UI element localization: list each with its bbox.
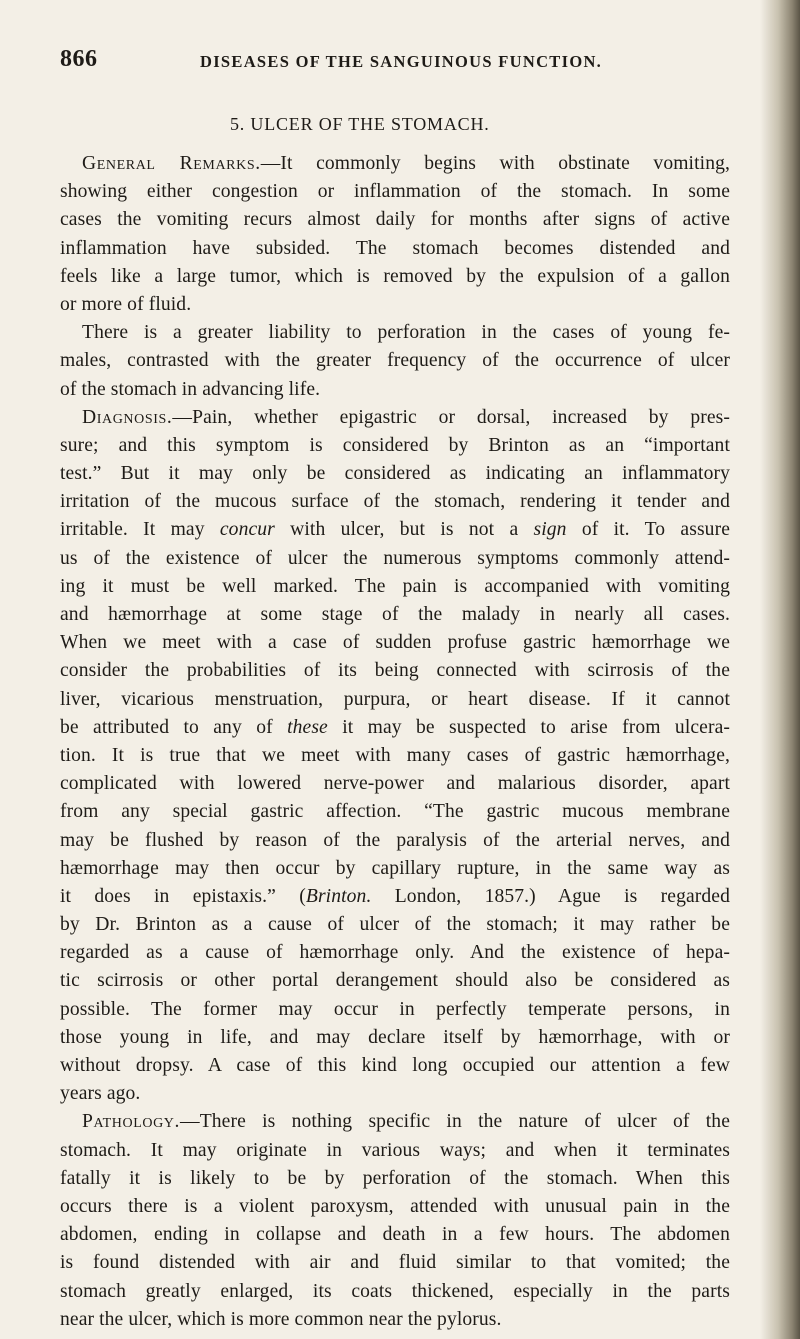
text-segment: those young in life, and may declare itself by hæmorrhage, with or <box>60 1026 730 1048</box>
text-segment: London, 1857.) Ague is regarded <box>371 885 730 907</box>
text-line <box>60 714 730 742</box>
text-line <box>60 347 730 375</box>
text-line <box>60 1306 730 1334</box>
running-head: DISEASES OF THE SANGUINOUS FUNCTION. <box>200 52 603 71</box>
text-segment: showing either congestion or inflammation of the stomach. In some <box>60 181 730 203</box>
text-line <box>60 150 730 178</box>
text-segment: regarded as a cause of hæmorrhage only. And the existence of hepa- <box>60 942 730 964</box>
text-line <box>60 770 730 798</box>
text-segment: When we meet with a case of sudden profuse gastric hæmorrhage we <box>60 632 730 654</box>
text-line <box>60 319 730 347</box>
text-line <box>60 1193 730 1221</box>
page-edge-shadow <box>760 0 800 1339</box>
text-segment: tion. It is true that we meet with many cases of gastric hæmorrhage, <box>60 744 730 766</box>
text-segment: by Dr. Brinton as a cause of ulcer of the stomach; it may rather be <box>60 914 730 936</box>
text-segment: us of the existence of ulcer the numerous symptoms commonly attend- <box>60 547 730 569</box>
text-segment: consider the probabilities of its being connected with scirrosis of the <box>60 660 730 682</box>
text-line <box>60 1165 730 1193</box>
text-line <box>60 488 730 516</box>
text-segment: it does in epistaxis.” ( <box>60 885 306 907</box>
text-line <box>60 573 730 601</box>
text-line <box>60 1080 730 1108</box>
paragraph-lead-heading: Diagnosis. <box>82 406 173 428</box>
text-segment: abdomen, ending in collapse and death in a few hours. The abdomen <box>60 1224 730 1246</box>
text-line <box>60 545 730 573</box>
text-segment: fatally it is likely to be by perforation of the stomach. When this <box>60 1167 730 1189</box>
text-segment: There is a greater liability to perforation in the cases of young fe- <box>82 322 730 344</box>
paragraph-lead-heading: Pathology. <box>82 1111 181 1133</box>
text-line <box>60 911 730 939</box>
text-line <box>60 996 730 1024</box>
text-segment: or more of fluid. <box>60 293 192 315</box>
text-segment: near the ulcer, which is more common near the pylorus. <box>60 1308 502 1330</box>
text-line <box>60 629 730 657</box>
text-segment: from any special gastric affection. “The gastric mucous membrane <box>60 801 730 823</box>
text-line <box>60 939 730 967</box>
italic-text: these <box>287 716 328 738</box>
text-line <box>60 206 730 234</box>
text-segment: sure; and this symptom is considered by Brinton as an “important <box>60 434 730 456</box>
text-line <box>60 967 730 995</box>
text-line <box>60 1221 730 1249</box>
text-line <box>60 1108 730 1136</box>
text-segment: —There is nothing specific in the nature of ulcer of the <box>180 1111 730 1133</box>
italic-text: sign <box>533 519 567 541</box>
text-line <box>60 376 730 404</box>
text-segment: stomach. It may originate in various ways; and when it terminates <box>60 1139 730 1161</box>
text-segment: complicated with lowered nerve-power and malarious disorder, apart <box>60 773 730 795</box>
text-line <box>60 235 730 263</box>
text-segment: it may be suspected to arise from ulcera- <box>327 716 731 738</box>
text-segment: —It commonly begins with obstinate vomiting, <box>260 153 730 174</box>
text-segment: inflammation have subsided. The stomach becomes distended and <box>60 237 730 259</box>
text-line <box>60 516 730 544</box>
text-segment: stomach greatly enlarged, its coats thickened, especially in the parts <box>60 1280 730 1302</box>
text-segment: may be flushed by reason of the paralysis of the arterial nerves, and <box>60 829 730 851</box>
text-line <box>60 742 730 770</box>
text-segment: hæmorrhage may then occur by capillary rupture, in the same way as <box>60 857 730 879</box>
page-header <box>60 46 740 80</box>
text-line <box>60 686 730 714</box>
text-line <box>60 1249 730 1277</box>
text-segment: of it. To assure <box>566 519 730 541</box>
text-segment: possible. The former may occur in perfectly temperate persons, in <box>60 998 730 1020</box>
text-line <box>60 460 730 488</box>
body-text <box>60 150 730 1334</box>
italic-text: concur <box>219 519 275 541</box>
text-segment: cases the vomiting recurs almost daily for months after signs of active <box>60 209 730 231</box>
text-line <box>60 178 730 206</box>
text-line <box>60 1278 730 1306</box>
text-line <box>60 827 730 855</box>
text-line <box>60 883 730 911</box>
text-line <box>60 432 730 460</box>
text-segment: with ulcer, but is not a <box>274 519 534 541</box>
text-segment: ing it must be well marked. The pain is accompanied with vomiting <box>60 575 730 597</box>
text-segment: —Pain, whether epigastric or dorsal, increased by pres- <box>172 406 730 428</box>
text-line <box>60 855 730 883</box>
text-line <box>60 263 730 291</box>
text-segment: is found distended with air and fluid similar to that vomited; the <box>60 1252 730 1274</box>
text-line <box>60 1137 730 1165</box>
text-segment: feels like a large tumor, which is removed by the expulsion of a gallon <box>60 265 730 287</box>
text-segment: of the stomach in advancing life. <box>60 378 321 400</box>
text-line <box>60 291 730 319</box>
paragraph-lead-heading: General Remarks. <box>82 153 261 174</box>
text-segment: test.” But it may only be considered as indicating an inflammatory <box>60 463 730 485</box>
text-line <box>60 1024 730 1052</box>
text-segment: be attributed to any of <box>60 716 288 738</box>
text-segment: irritable. It may <box>60 519 220 541</box>
text-segment: liver, vicarious menstruation, purpura, or heart disease. If it cannot <box>60 688 730 710</box>
text-line <box>60 404 730 432</box>
text-segment: irritation of the mucous surface of the stomach, rendering it tender and <box>60 491 730 513</box>
text-segment: without dropsy. A case of this kind long occupied our attention a few <box>60 1055 730 1076</box>
text-line <box>60 601 730 629</box>
text-segment: occurs there is a violent paroxysm, attended with unusual pain in the <box>60 1195 730 1217</box>
text-line <box>60 657 730 685</box>
text-segment: and hæmorrhage at some stage of the malady in nearly all cases. <box>60 604 730 625</box>
text-segment: years ago. <box>60 1083 141 1105</box>
text-line <box>60 1052 730 1080</box>
text-segment: males, contrasted with the greater frequency of the occurrence of ulcer <box>60 350 730 372</box>
text-segment: tic scirrosis or other portal derangement should also be considered as <box>60 970 730 992</box>
section-title: 5. ULCER OF THE STOMACH. <box>230 114 490 134</box>
page-number: 866 <box>60 46 98 72</box>
italic-text: Brinton. <box>305 885 372 907</box>
text-line <box>60 798 730 826</box>
